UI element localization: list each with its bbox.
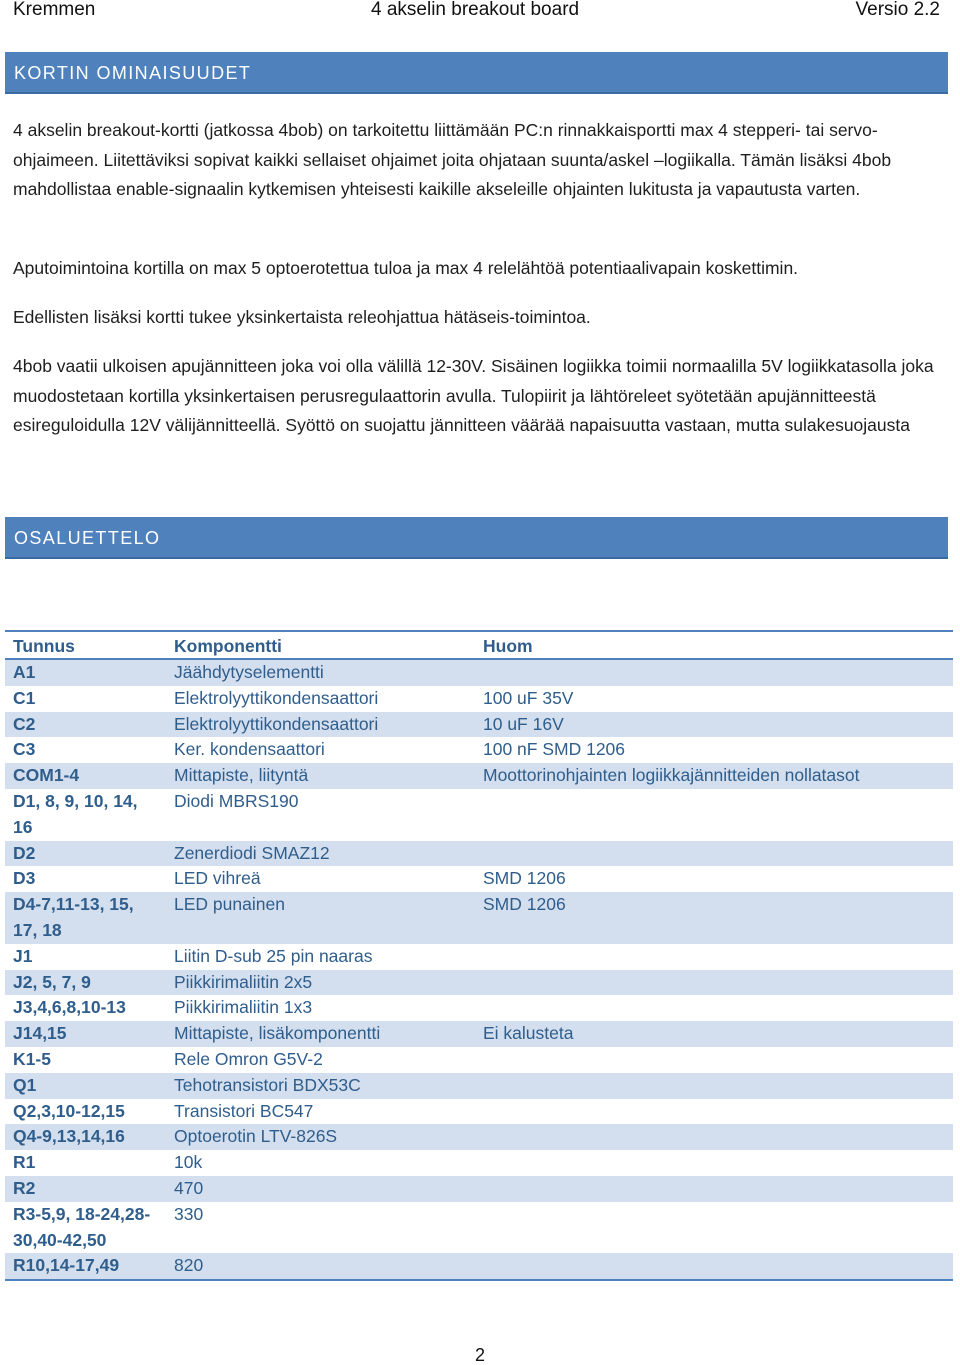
table-row <box>5 1253 953 1280</box>
cell-note <box>475 1073 953 1099</box>
cell-component: 330 <box>174 1203 204 1224</box>
cell-code: R1 <box>13 1152 36 1173</box>
cell-note <box>475 970 953 996</box>
cell-code: A1 <box>5 659 166 686</box>
cell-note <box>475 1253 953 1280</box>
cell-code: J1 <box>13 945 33 966</box>
cell-component: Tehotransistori BDX53C <box>166 1073 475 1099</box>
table-row <box>5 1073 953 1099</box>
table-row <box>5 866 953 892</box>
cell-code: Q4-9,13,14,16 <box>5 1124 166 1150</box>
table-row <box>5 789 953 841</box>
cell-code: J14,15 <box>5 1021 166 1047</box>
cell-note <box>475 1202 953 1254</box>
paragraph-power-supply: 4bob vaatii ulkoisen apujännitteen joka voi olla välillä 12-30V. Sisäinen logiikka toimii normaalilla 5V logiikkatasolla joka muodostetaan kortilla yksinkertaisen perusregulaattorin avulla. Tulopiirit ja lähtöreleet syötetään apujännitteestä esireguloidulla 12V välijännitteellä. Syöttö on suojattu jännitteen väärää napaisuutta vastaan, mutta sulakesuojausta <box>13 356 934 435</box>
cell-code: COM1-4 <box>5 763 166 789</box>
table-row <box>5 1150 953 1176</box>
cell-note: Ei kalusteta <box>475 1021 953 1047</box>
cell-note <box>475 944 953 970</box>
cell-component: Mittapiste, lisäkomponentti <box>166 1021 475 1047</box>
table-row <box>5 712 953 738</box>
cell-note <box>475 789 953 841</box>
table-row <box>5 1124 953 1150</box>
cell-code: R2 <box>5 1176 166 1202</box>
cell-component: Elektrolyyttikondensaattori <box>166 712 475 738</box>
header-author: Kremmen <box>13 0 96 20</box>
header-document-title: 4 akselin breakout board <box>371 0 580 20</box>
cell-code: C1 <box>13 687 36 708</box>
cell-note <box>475 1176 953 1202</box>
cell-component: LED vihreä <box>174 868 261 889</box>
table-row <box>5 659 953 686</box>
cell-component: Elektrolyyttikondensaattori <box>174 687 379 708</box>
header-version: Versio 2.2 <box>855 0 940 20</box>
cell-note: 100 nF SMD 1206 <box>483 739 626 760</box>
cell-component: 820 <box>166 1253 475 1280</box>
cell-component: Transistori BC547 <box>174 1100 314 1121</box>
cell-code: K1-5 <box>13 1048 51 1069</box>
cell-code: D3 <box>13 868 36 889</box>
cell-note: 10 uF 16V <box>475 712 953 738</box>
cell-note <box>475 1099 953 1125</box>
cell-component: Diodi MBRS190 <box>174 790 299 811</box>
table-row <box>5 1047 953 1073</box>
cell-code: D2 <box>5 841 166 867</box>
cell-note <box>475 1047 953 1073</box>
cell-code: C3 <box>13 739 36 760</box>
cell-note <box>475 1150 953 1176</box>
paragraph-intro: 4 akselin breakout-kortti (jatkossa 4bob) on tarkoitettu liittämään PC:n rinnakkaisportti max 4 stepperi- tai servo-ohjaimeen. Liitettäviksi sopivat kaikki sellaiset ohjaimet joita ohjataan suunta/askel –logiikalla. Tämän lisäksi 4bob mahdollistaa enable-signaalin kytkemisen yhteisesti kaikille akseleille ohjainten lukitusta ja vapautusta varten. <box>13 120 892 199</box>
cell-component: Jäähdytyselementti <box>166 659 475 686</box>
table-header-row <box>5 631 953 659</box>
table-row <box>5 995 953 1021</box>
column-header-component: Komponentti <box>166 631 475 659</box>
cell-note <box>475 659 953 686</box>
cell-note: 100 uF 35V <box>483 687 574 708</box>
parts-list-table <box>5 630 953 1281</box>
cell-note <box>475 841 953 867</box>
cell-component: LED punainen <box>166 892 475 944</box>
table-row <box>5 1176 953 1202</box>
cell-note: Moottorinohjainten logiikkajännitteiden nollatasot <box>475 763 953 789</box>
table-row <box>5 841 953 867</box>
cell-note <box>475 995 953 1021</box>
column-header-note: Huom <box>475 631 953 659</box>
table-row <box>5 1202 953 1254</box>
table-row <box>5 892 953 944</box>
section-heading-features: KORTIN OMINAISUUDET <box>5 52 948 94</box>
cell-code: J3,4,6,8,10-13 <box>13 997 126 1018</box>
cell-code: D4-7,11-13, 15, 17, 18 <box>5 892 166 944</box>
table-row <box>5 1099 953 1125</box>
cell-component: 470 <box>166 1176 475 1202</box>
table-row <box>5 737 953 763</box>
cell-code: Q2,3,10-12,15 <box>13 1100 125 1121</box>
cell-code: D1, 8, 9, 10, 14, 16 <box>13 790 138 837</box>
table-row <box>5 944 953 970</box>
paragraph-emergency-stop: Edellisten lisäksi kortti tukee yksinkertaista releohjattua hätäseis-toimintoa. <box>13 307 591 327</box>
cell-component: Mittapiste, liityntä <box>166 763 475 789</box>
cell-component: Zenerdiodi SMAZ12 <box>166 841 475 867</box>
cell-code: C2 <box>5 712 166 738</box>
cell-code: Q1 <box>5 1073 166 1099</box>
cell-component: 10k <box>174 1152 203 1173</box>
cell-code: R3-5,9, 18-24,28-30,40-42,50 <box>13 1203 151 1250</box>
cell-component: Piikkirimaliitin 2x5 <box>166 970 475 996</box>
cell-note: SMD 1206 <box>475 892 953 944</box>
cell-component: Optoerotin LTV-826S <box>166 1124 475 1150</box>
page-number: 2 <box>474 1345 485 1365</box>
cell-code: J2, 5, 7, 9 <box>5 970 166 996</box>
section-heading-parts-list: OSALUETTELO <box>5 517 948 559</box>
table-row <box>5 970 953 996</box>
cell-component: Ker. kondensaattori <box>174 739 325 760</box>
cell-note <box>475 1124 953 1150</box>
page-header <box>0 0 960 22</box>
paragraph-auxiliary-functions: Aputoimintoina kortilla on max 5 optoerotettua tuloa ja max 4 relelähtöä potentiaalivapain koskettimin. <box>13 258 799 278</box>
cell-component: Piikkirimaliitin 1x3 <box>174 997 313 1018</box>
parts-table-body <box>5 659 953 1280</box>
column-header-code: Tunnus <box>5 631 166 659</box>
table-row <box>5 1021 953 1047</box>
cell-code: R10,14-17,49 <box>5 1253 166 1280</box>
table-row <box>5 686 953 712</box>
cell-component: Liitin D-sub 25 pin naaras <box>174 945 373 966</box>
cell-note: SMD 1206 <box>483 868 566 889</box>
cell-component: Rele Omron G5V-2 <box>174 1048 323 1069</box>
table-row <box>5 763 953 789</box>
